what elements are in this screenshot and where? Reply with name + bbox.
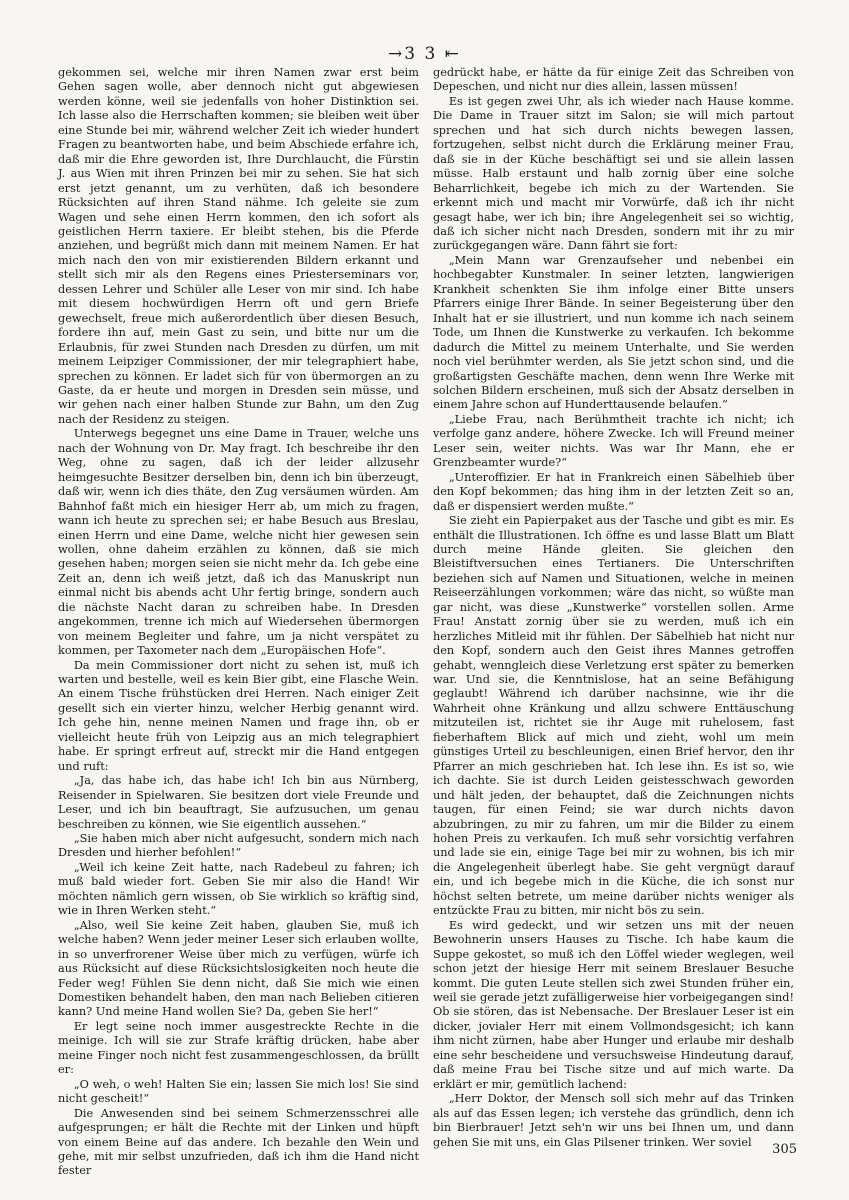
paragraph: gekommen sei, welche mir ihren Namen zwar erst beim Gehen sagen wolle, aber dennoch nicht gut abgewiesen werden könne, weil sie jedenfalls von hoher Distinktion sei. Ich lasse also die Herrschaften kommen; sie bleiben weit über eine Stunde bei mir, während welcher Zeit ich wieder hundert Fragen zu beantworten habe, und beim Abschiede erfahre ich, daß mir die Ehre geworden ist, Ihre Durchlaucht, die Fürstin J. aus Wien mit ihren Prinzen bei mir zu sehen. Sie hat sich erst jetzt genannt, um zu verhüten, daß ich besondere Rücksichten auf ihren Stand nähme. Ich geleite sie zum Wagen und sehe einen Herrn kommen, den ich sofort als geistlichen Herrn taxiere. Er bleibt stehen, bis die Pferde anziehen, und begrüßt mich dann mit meinem Namen. Er hat mich nach den von mir existierenden Bildern erkannt und stellt sich mir als den Regens eines Priesterseminars vor, dessen Lehrer und Schüler alle Leser von mir sind. Ich habe mit diesem hochwürdigen Herrn oft und gern Briefe gewechselt, freue mich außerordentlich über diesen Besuch, fordere ihn auf, mein Gast zu sein, und bitte nur um die Erlaubnis, für zwei Stunden nach Dresden zu dürfen, um mit meinem Leipziger Commissioner, der mir telegraphiert habe, sprechen zu können. Er ladet sich für von übermorgen an zu Gaste, da er heute und morgen in Dresden sein müsse, und wir gehen nach einer halben Stunde zur Bahn, um den Zug nach der Residenz zu steigen. — [58, 66, 419, 426]
right-column — [433, 66, 794, 1149]
page-number: 305 — [772, 1142, 797, 1157]
paragraph: „O weh, o weh! Halten Sie ein; lassen Sie mich los! Sie sind nicht gescheit!“ — [58, 1077, 419, 1106]
paragraph: „Unteroffizier. Er hat in Frankreich einen Säbelhieb über den Kopf bekommen; das hing ihm in der letzten Zeit so an, daß er dispensiert werden mußte.“ — [433, 470, 794, 513]
paragraph: Er legt seine noch immer ausgestreckte Rechte in die meinige. Ich will sie zur Strafe kräftig drücken, habe aber meine Finger noch nicht fest zusammengeschlossen, da brüllt er: — [58, 1019, 419, 1077]
paragraph: Die Anwesenden sind bei seinem Schmerzensschrei alle aufgesprungen; er hält die Rechte mit der Linken und hüpft von einem Beine auf das andere. Ich bezahle den Wein und gehe, mit mir selbst unzufrieden, daß ich ihm die Hand nicht fester — [58, 1106, 419, 1178]
paragraph: „Ja, das habe ich, das habe ich! Ich bin aus Nürnberg, Reisender in Spielwaren. Sie besitzen dort viele Freunde und Leser, und ich bin beauftragt, Sie aufzusuchen, um genau beschreiben zu können, wie Sie eigentlich aussehen.“ — [58, 774, 419, 831]
paragraph: Da mein Commissioner dort nicht zu sehen ist, muß ich warten und bestelle, weil es kein Bier gibt, eine Flasche Wein. An einem Tische frühstücken drei Herren. Nach einiger Zeit gesellt sich ein vierter hinzu, welcher Herbig genannt wird. Ich gehe hin, nenne meinen Namen und frage ihn, ob er vielleicht heute früh von Leipzig aus an mich telegraphiert habe. Er springt erfreut auf, streckt mir die Hand entgegen und ruft: — [58, 658, 419, 773]
paragraph: Es ist gegen zwei Uhr, als ich wieder nach Hause komme. Die Dame in Trauer sitzt im Salon; sie will mich partout sprechen und hat sich durch nichts bewegen lassen, fortzugehen, selbst nicht durch die Erklärung meiner Frau, daß sie in der Küche beschäftigt sei und sie allein lassen müsse. Halb erstaunt und halb zornig über eine solche Beharrlichkeit, begebe ich mich zu der Wartenden. Sie erkennt mich und macht mir Vorwürfe, daß ich ihr nicht gesagt habe, wer ich bin; ihre Angelegenheit sei so wichtig, daß ich sicher nicht nach Dresden, sondern mit ihr zu mir zurückgegangen wäre. Dann fährt sie fort: — [433, 94, 794, 253]
paragraph: Es wird gedeckt, und wir setzen uns mit der neuen Bewohnerin unsers Hauses zu Tische. Ich habe kaum die Suppe gekostet, so muß ich den Löffel wieder weglegen, weil schon jetzt der hiesige Herr mit seinem Breslauer Besuche kommt. Die guten Leute stellen sich zwei Stunden früher ein, weil sie gerade jetzt zufälligerweise hier vorbeigegangen sind! Ob sie stören, das ist Nebensache. Der Breslauer Leser ist ein dicker, jovialer Herr mit einem Vollmondsgesicht; ich kann ihm nicht zürnen, habe aber Hunger und erlaube mir deshalb eine sehr bescheidene und versuchsweise Hindeutung darauf, daß meine Frau bei Tische sitze und auf mich warte. Da erklärt er mir, gemütlich lachend: — [433, 918, 794, 1091]
paragraph: „Herr Doktor, der Mensch soll sich mehr auf das Trinken als auf das Essen legen; ich verstehe das gründlich, denn ich bin Bierbrauer! Jetzt seh'n wir uns bei Ihnen um, und dann gehen Sie mit uns, ein Glas Pilsener trinken. Wer soviel — [433, 1092, 794, 1149]
paragraph: „Also, weil Sie keine Zeit haben, glauben Sie, muß ich welche haben? Wenn jeder meiner Leser sich erlauben wollte, in so unverfrorener Weise über mich zu verfügen, würfe ich aus Rücksicht auf diese Rücksichtslosigkeiten noch heute die Feder weg! Fühlen Sie denn nicht, daß Sie mich wie einen Domestiken behandelt haben, den man nach Belieben citieren kann? Und meine Hand wollen Sie? Da, geben Sie her!“ — [58, 918, 419, 1019]
page-header-marker: →3 3 ⇤ — [388, 44, 461, 64]
paragraph: Unterwegs begegnet uns eine Dame in Trauer, welche uns nach der Wohnung von Dr. May fragt. Ich beschreibe ihr den Weg, ohne zu sagen, daß ich der leider allzusehr heimgesuchte Besitzer derselben bin, denn ich bin überzeugt, daß wir, wenn ich dies thäte, den Zug versäumen würden. Am Bahnhof faßt mich ein hiesiger Herr ab, um mich zu fragen, wann ich heute zu sprechen sei; er habe Besuch aus Breslau, einen Herrn und eine Dame, welche nicht hier gewesen sein wollen, ohne daheim erzählen zu können, daß sie mich gesehen haben; morgen seien sie nicht mehr da. Ich gebe eine Zeit an, denn ich weiß jetzt, daß ich das Manuskript nun einmal nicht bis abends acht Uhr fertig bringe, sondern auch die nächste Nacht daran zu schreiben habe. In Dresden angekommen, trenne ich mich auf Wiedersehen übermorgen von meinem Begleiter und fahre, um ja nicht verspätet zu kommen, per Taxometer nach dem „Europäischen Hofe“. — [58, 427, 419, 658]
left-column — [58, 66, 419, 1178]
paragraph: Sie zieht ein Papierpaket aus der Tasche und gibt es mir. Es enthält die Illustrationen. Ich öffne es und lasse Blatt um Blatt durch meine Hände gleiten. Sie gleichen den Bleistiftversuchen eines Tertianers. Die Unterschriften beziehen sich auf Namen und Situationen, welche in meinen Reiseerzählungen vorkommen; wäre das nicht, so wüßte man gar nicht, was diese „Kunstwerke“ vorstellen sollen. Arme Frau! Anstatt zornig über sie zu werden, muß ich ein herzliches Mitleid mit ihr fühlen. Der Säbelhieb hat nicht nur den Kopf, sondern auch den Geist ihres Mannes getroffen gehabt, wenngleich diese Verletzung erst später zu bemerken war. Und sie, die Kenntnislose, hat an seine Befähigung geglaubt! Während ich darüber nachsinne, wie ihr die Wahrheit ohne Kränkung und allzu schwere Enttäuschung mitzuteilen ist, richtet sie ihr Auge mit ruhelosem, fast fieberhaftem Blick auf mich und zieht, wohl um mein günstiges Urteil zu beschleunigen, einen Brief hervor, den ihr Pfarrer an mich geschrieben hat. Ich lese ihn. Es ist so, wie ich dachte. Sie ist durch Leiden geistesschwach geworden und hält jeden, der behauptet, daß die Zeichnungen nichts taugen, für einen Feind; sie war durch nichts davon abzubringen, zu mir zu fahren, um mir die Bilder zu einem hohen Preis zu verkaufen. Ich muß sehr vorsichtig verfahren und lade sie ein, einige Tage bei mir zu wohnen, bis ich mir die Angelegenheit überlegt habe. Sie geht vergnügt darauf ein, und ich begebe mich in die Küche, die ich sonst nur höchst selten betrete, um meine darüber nichts weniger als entzückte Frau zu bitten, mir nicht bös zu sein. — [433, 514, 794, 918]
paragraph: gedrückt habe, er hätte da für einige Zeit das Schreiben von Depeschen, und nicht nur dies allein, lassen müssen! — [433, 66, 794, 94]
paragraph: „Weil ich keine Zeit hatte, nach Radebeul zu fahren; ich muß bald wieder fort. Geben Sie mir also die Hand! Wir möchten nämlich gern wissen, ob Sie wirklich so kräftig sind, wie in Ihren Werken steht.“ — [58, 860, 419, 918]
paragraph: „Liebe Frau, nach Berühmtheit trachte ich nicht; ich verfolge ganz andere, höhere Zwecke. Ich will Freund meiner Leser sein, weiter nichts. Was war Ihr Mann, ehe er Grenzbeamter wurde?“ — [433, 412, 794, 470]
paragraph: „Mein Mann war Grenzaufseher und nebenbei ein hochbegabter Kunstmaler. In seiner letzten, langwierigen Krankheit schenkten Sie ihm infolge einer Bitte unsers Pfarrers einige Ihrer Bände. In seiner Begeisterung über den Inhalt hat er sie illustriert, und nun komme ich nach seinem Tode, um Ihnen die Kunstwerke zu verkaufen. Ich bekomme dadurch die Mittel zu meinem Unterhalte, und Sie werden noch viel berühmter werden, als Sie jetzt schon sind, und die großartigsten Geschäfte machen, denn wenn Ihre Werke mit solchen Bildern erscheinen, muß sich der Absatz derselben in einem Jahre schon auf Hunderttausende belaufen.“ — [433, 253, 794, 412]
paragraph: „Sie haben mich aber nicht aufgesucht, sondern mich nach Dresden und hierher befohlen!“ — [58, 832, 419, 860]
